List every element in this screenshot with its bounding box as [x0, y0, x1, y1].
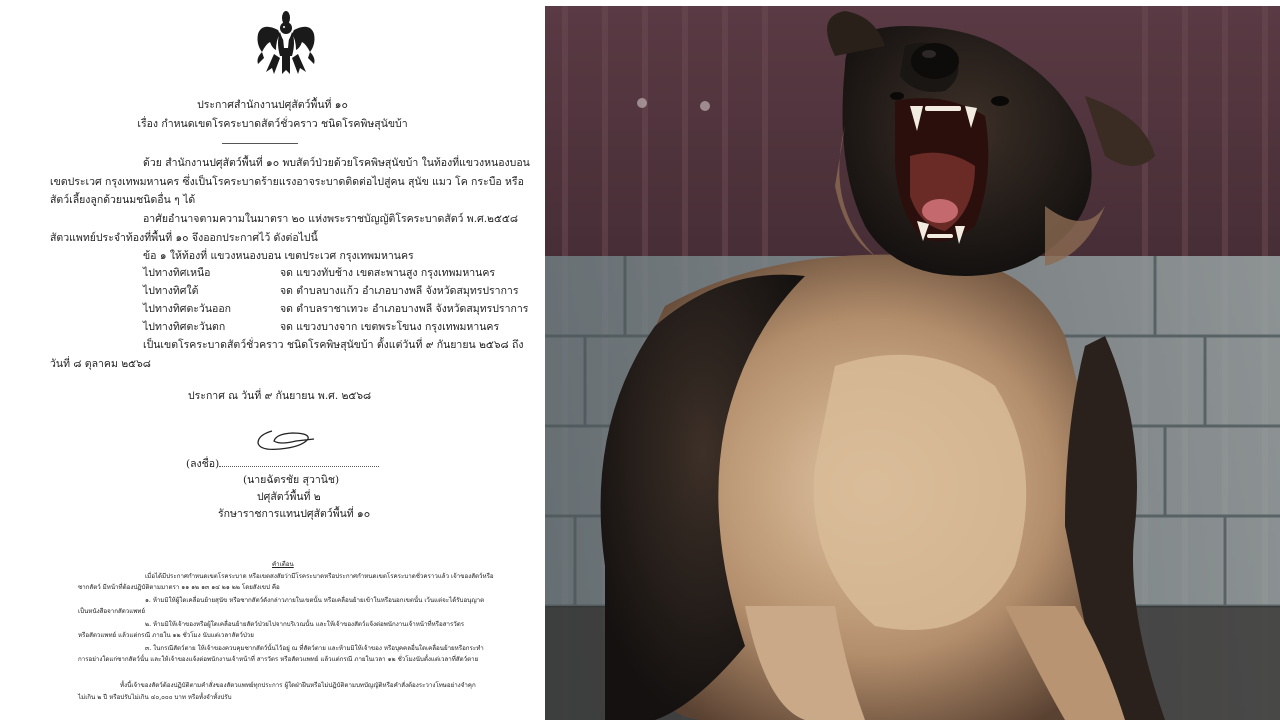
para2-line2: สัตวแพทย์ประจำท้องที่พื้นที่ ๑๐ จึงออกประกาศไว้ ดังต่อไปนี้: [50, 232, 318, 244]
warning-heading: คำเตือน: [272, 561, 294, 568]
signed-label: (ลงชื่อ): [186, 458, 220, 470]
snarling-dog-illustration: [545, 6, 1280, 720]
header-line-2: เรื่อง กำหนดเขตโรคระบาดสัตว์ชั่วคราว ชนิดโรคพิษสุนัขบ้า: [137, 118, 408, 130]
announced-date: ประกาศ ณ วันที่ ๙ กันยายน พ.ศ. ๒๕๖๘: [188, 390, 372, 402]
warning-line: ๓. ในกรณีสัตว์ตาย ให้เจ้าของควบคุมซากสัตว์นั้นไว้อยู่ ณ ที่สัตว์ตาย และห้ามมิให้เจ้าของ หรือบุคคลอื่นใดเคลื่อนย้ายหรือกระทำ: [145, 645, 484, 652]
warning-line: ไม่เกิน ๒ ปี หรือปรับไม่เกิน ๔๐,๐๐๐ บาท หรือทั้งจำทั้งปรับ: [78, 694, 232, 701]
boundary-direction: ไปทางทิศตะวันออก: [143, 303, 231, 315]
para1-line2: เขตประเวศ กรุงเทพมหานคร ซึ่งเป็นโรคระบาดร้ายแรงอาจระบาดติดต่อไปสู่คน สุนัข แมว โค กระบือ หรือ: [50, 176, 524, 188]
para1-line3: สัตว์เลี้ยงลูกด้วยนมชนิดอื่น ๆ ได้: [50, 194, 196, 206]
signed-line: [186, 456, 379, 471]
signature-dotted-line: [219, 456, 379, 467]
warning-line: การอย่างใดแก่ซากสัตว์นั้น และให้เจ้าของแจ้งต่อพนักงานเจ้าหน้าที่ สารวัตร หรือสัตวแพทย์ แล้วแต่กรณี ภายในเวลา ๑๒ ชั่วโมงนับตั้งแต่เวลาที่สัตว์ตาย: [78, 656, 479, 663]
period-line2: วันที่ ๘ ตุลาคม ๒๕๖๘: [50, 358, 151, 370]
clause-1: ข้อ ๑ ให้ท้องที่ แขวงหนองบอน เขตประเวศ กรุงเทพมหานคร: [143, 250, 414, 262]
boundary-to: จด แขวงบางจาก เขตพระโขนง กรุงเทพมหานคร: [280, 321, 500, 333]
para2-line1: อาศัยอำนาจตามความในมาตรา ๒๐ แห่งพระราชบัญญัติโรคระบาดสัตว์ พ.ศ.๒๕๕๘: [143, 213, 518, 225]
header-line-1: ประกาศสำนักงานปศุสัตว์พื้นที่ ๑๐: [197, 99, 348, 111]
warning-line: ๑. ห้ามมิให้ผู้ใดเคลื่อนย้ายสุนัข หรือซากสัตว์ดังกล่าวภายในเขตนั้น หรือเคลื่อนย้ายเข้าในหรือนอกเขตนั้น เว้นแต่จะได้รับอนุญาต: [145, 597, 485, 604]
announcement-document: [0, 0, 545, 720]
boundary-to: จด ตำบลบางแก้ว อำเภอบางพลี จังหวัดสมุทรปราการ: [280, 285, 519, 297]
boundary-to: จด แขวงทับช้าง เขตสะพานสูง กรุงเทพมหานคร: [280, 267, 495, 279]
garuda-emblem-icon: [252, 8, 320, 78]
warning-line: หรือสัตวแพทย์ แล้วแต่กรณี ภายใน ๑๒ ชั่วโมง นับแต่เวลาสัตว์ป่วย: [78, 632, 254, 639]
boundary-direction: ไปทางทิศใต้: [143, 285, 199, 297]
signer-name: (นายฉัตรชัย สุวานิช): [243, 474, 340, 486]
period-line1: เป็นเขตโรคระบาดสัตว์ชั่วคราว ชนิดโรคพิษสุนัขบ้า ตั้งแต่วันที่ ๙ กันยายน ๒๕๖๘ ถึง: [143, 339, 524, 351]
warning-line: ทั้งนี้เจ้าของสัตว์ต้องปฏิบัติตามคำสั่งของสัตวแพทย์ทุกประการ ผู้ใดฝ่าฝืนหรือไม่ปฏิบัติตามบทบัญญัติหรือคำสั่งต้องระวางโทษอย่างจำคุก: [120, 682, 476, 689]
boundary-direction: ไปทางทิศตะวันตก: [143, 321, 226, 333]
header-divider: [222, 143, 298, 144]
boundary-direction: ไปทางทิศเหนือ: [143, 267, 211, 279]
signer-title: ปศุสัตว์พื้นที่ ๒: [257, 491, 321, 503]
boundary-to: จด ตำบลราชาเทวะ อำเภอบางพลี จังหวัดสมุทรปราการ: [280, 303, 529, 315]
warning-line: ซากสัตว์ มีหน้าที่ต้องปฏิบัติตามมาตรา ๑๑ ๑๒ ๑๓ ๑๔ ๒๑ ๒๒ โดยสังเขป คือ: [78, 584, 280, 591]
signature-icon: [252, 425, 316, 453]
para1-line1: ด้วย สำนักงานปศุสัตว์พื้นที่ ๑๐ พบสัตว์ป่วยด้วยโรคพิษสุนัขบ้า ในท้องที่แขวงหนองบอน: [143, 157, 530, 169]
warning-line: เป็นหนังสือจากสัตวแพทย์: [78, 608, 145, 615]
warning-line: ๒. ห้ามมิให้เจ้าของหรือผู้ใดเคลื่อนย้ายสัตว์ป่วยไปจากบริเวณนั้น และให้เจ้าของสัตว์แจ้งต่อพนักงานเจ้าหน้าที่หรือสารวัตร: [145, 621, 465, 628]
warning-line: เมื่อได้มีประกาศกำหนดเขตโรคระบาด หรือเขตสงสัยว่ามีโรคระบาดหรือประกาศกำหนดเขตโรคระบาดชั่วคราวแล้ว เจ้าของสัตว์หรือ: [145, 573, 494, 580]
signer-acting-title: รักษาราชการแทนปศุสัตว์พื้นที่ ๑๐: [218, 508, 371, 520]
dog-photo: [545, 6, 1280, 720]
